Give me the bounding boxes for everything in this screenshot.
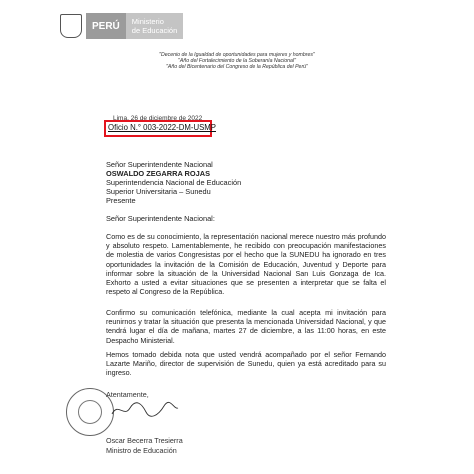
paragraph-3: Hemos tomado debida nota que usted vendrá acompañado por el señor Fernando Lazarte Mariño, director de supervisión de Sunedu, quien ya está acreditado para su ingreso. <box>106 350 386 378</box>
signature <box>110 400 180 420</box>
ministry-block <box>126 13 183 39</box>
seal-center-icon <box>78 400 102 424</box>
ministry-line-1: Ministerio <box>131 17 164 26</box>
addressee-presente: Presente <box>106 196 136 205</box>
coat-of-arms-icon <box>60 14 82 38</box>
salutation: Señor Superintendente Nacional: <box>106 214 215 223</box>
paragraph-1: Como es de su conocimiento, la representación nacional merece nuestro más profundo y absoluto respeto. Lamentablemente, he recibido con preocupación manifestaciones de molestia de varios Congresistas por el hecho que la SUNEDU ha ignorado en tres oportunidades la invitación de la Comisión de Educación, Juventud y Deporte para informar sobre la situación de la Universidad Nacional San Luis Gonzaga de Ica. Exhorto a usted a evitar situaciones que se presenten a interpretar que se falta el respeto al Congreso de la República. <box>106 232 386 297</box>
addressee-title: Señor Superintendente Nacional <box>106 160 213 169</box>
decree-line-3: "Año del Bicentenario del Congreso de la República del Perú" <box>166 64 308 70</box>
decree-line-2: "Año del Fortalecimiento de la Soberanía Nacional" <box>178 58 296 64</box>
closing: Atentamente, <box>106 390 149 399</box>
letter-date: Lima, 26 de diciembre de 2022 <box>113 115 203 122</box>
signer-name: Oscar Becerra Tresierra <box>106 436 183 445</box>
ministry-line-2: de Educación <box>131 26 178 35</box>
country-block: PERÚ <box>86 13 126 39</box>
paragraph-2: Confirmo su comunicación telefónica, mediante la cual acepta mi invitación para reunirnos y tratar la situación que presenta la mencionada Universidad Nacional, y que tendrá lugar el día de mañana, martes 27 de diciembre, a las 11:00 horas, en este Despacho Ministerial. <box>106 308 386 345</box>
addressee-institution: Superintendencia Nacional de Educación <box>106 178 242 187</box>
decree-line-1: "Decenio de la Igualdad de oportunidades para mujeres y hombres" <box>159 52 315 58</box>
letterhead <box>60 10 183 42</box>
addressee-name: OSWALDO ZEGARRA ROJAS <box>106 169 211 178</box>
signer-title: Ministro de Educación <box>106 446 177 455</box>
oficio-number: Oficio N.° 003-2022-DM-USMP <box>108 123 216 132</box>
addressee-institution-2: Superior Universitaria – Sunedu <box>106 187 211 196</box>
